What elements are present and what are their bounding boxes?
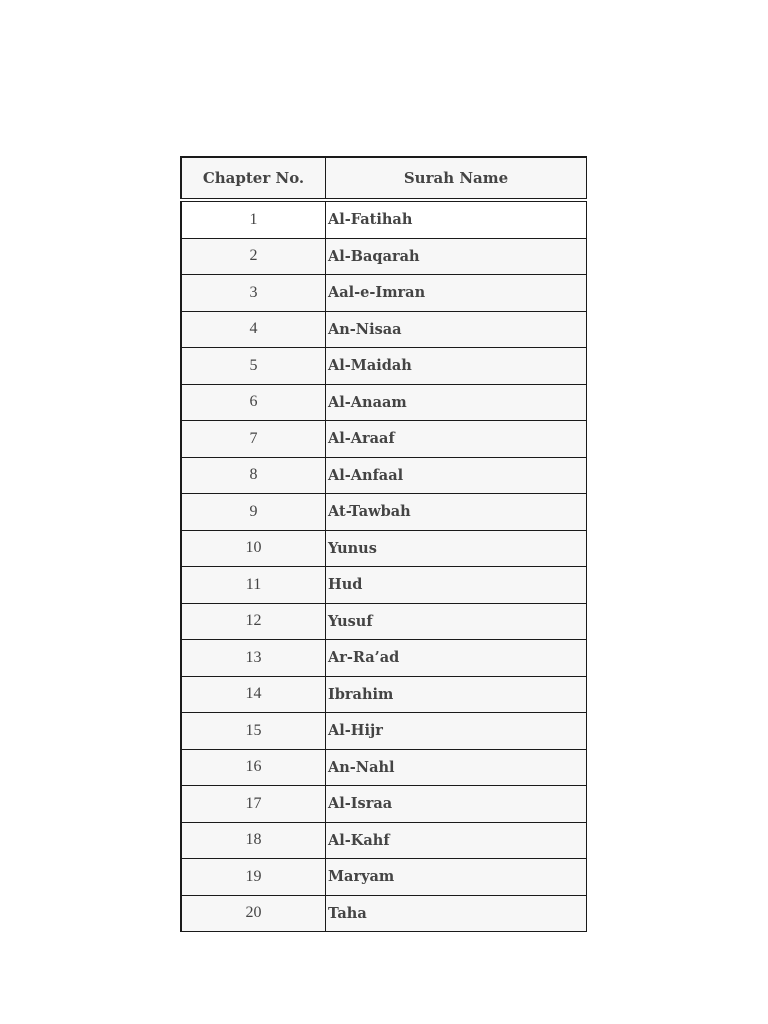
chapter-number-cell: 14 bbox=[181, 676, 326, 713]
table-row bbox=[181, 822, 587, 859]
chapter-number-cell: 11 bbox=[181, 567, 326, 604]
chapter-number-cell: 2 bbox=[181, 238, 326, 275]
chapter-number-cell: 5 bbox=[181, 348, 326, 385]
surah-table bbox=[180, 156, 587, 932]
surah-name-cell: Taha bbox=[326, 895, 587, 932]
chapter-number-cell: 19 bbox=[181, 859, 326, 896]
surah-name-cell: Al-Kahf bbox=[326, 822, 587, 859]
chapter-number-cell: 18 bbox=[181, 822, 326, 859]
surah-name-cell: Al-Anfaal bbox=[326, 457, 587, 494]
chapter-number-cell: 12 bbox=[181, 603, 326, 640]
surah-name-cell: An-Nahl bbox=[326, 749, 587, 786]
table-row bbox=[181, 603, 587, 640]
chapter-number-cell: 9 bbox=[181, 494, 326, 531]
table-row bbox=[181, 238, 587, 275]
table-row bbox=[181, 348, 587, 385]
surah-name-header: Surah Name bbox=[326, 157, 587, 200]
surah-name-cell: Al-Hijr bbox=[326, 713, 587, 750]
surah-name-cell: Al-Araaf bbox=[326, 421, 587, 458]
chapter-number-cell: 6 bbox=[181, 384, 326, 421]
table-row bbox=[181, 530, 587, 567]
chapter-number-cell: 4 bbox=[181, 311, 326, 348]
surah-name-cell: Al-Maidah bbox=[326, 348, 587, 385]
surah-name-cell: Ibrahim bbox=[326, 676, 587, 713]
surah-name-cell: Aal-e-Imran bbox=[326, 275, 587, 312]
table-row bbox=[181, 421, 587, 458]
surah-name-cell: Yunus bbox=[326, 530, 587, 567]
table-row bbox=[181, 786, 587, 823]
table-body bbox=[181, 200, 587, 932]
chapter-number-cell: 8 bbox=[181, 457, 326, 494]
table-row bbox=[181, 567, 587, 604]
surah-name-cell: Maryam bbox=[326, 859, 587, 896]
table-row bbox=[181, 676, 587, 713]
table-row bbox=[181, 494, 587, 531]
surah-name-cell: Al-Baqarah bbox=[326, 238, 587, 275]
surah-name-cell: Al-Israa bbox=[326, 786, 587, 823]
surah-name-cell: Ar-Ra’ad bbox=[326, 640, 587, 677]
table-row bbox=[181, 859, 587, 896]
table-row bbox=[181, 749, 587, 786]
surah-name-cell: An-Nisaa bbox=[326, 311, 587, 348]
chapter-number-cell: 7 bbox=[181, 421, 326, 458]
chapter-number-cell: 17 bbox=[181, 786, 326, 823]
table-row bbox=[181, 275, 587, 312]
surah-name-cell: Yusuf bbox=[326, 603, 587, 640]
chapter-number-cell: 10 bbox=[181, 530, 326, 567]
table-row bbox=[181, 200, 587, 238]
chapter-number-cell: 16 bbox=[181, 749, 326, 786]
surah-name-cell: Al-Anaam bbox=[326, 384, 587, 421]
surah-name-cell: At-Tawbah bbox=[326, 494, 587, 531]
table-row bbox=[181, 457, 587, 494]
table-row bbox=[181, 384, 587, 421]
chapter-number-cell: 15 bbox=[181, 713, 326, 750]
chapter-number-cell: 20 bbox=[181, 895, 326, 932]
table-row bbox=[181, 311, 587, 348]
surah-name-cell: Hud bbox=[326, 567, 587, 604]
chapter-number-header: Chapter No. bbox=[181, 157, 326, 200]
chapter-number-cell: 1 bbox=[181, 200, 326, 238]
chapter-number-cell: 3 bbox=[181, 275, 326, 312]
table-row bbox=[181, 713, 587, 750]
table-row bbox=[181, 640, 587, 677]
chapter-number-cell: 13 bbox=[181, 640, 326, 677]
table-header-row bbox=[181, 157, 587, 200]
table-row bbox=[181, 895, 587, 932]
surah-name-cell: Al-Fatihah bbox=[326, 200, 587, 238]
